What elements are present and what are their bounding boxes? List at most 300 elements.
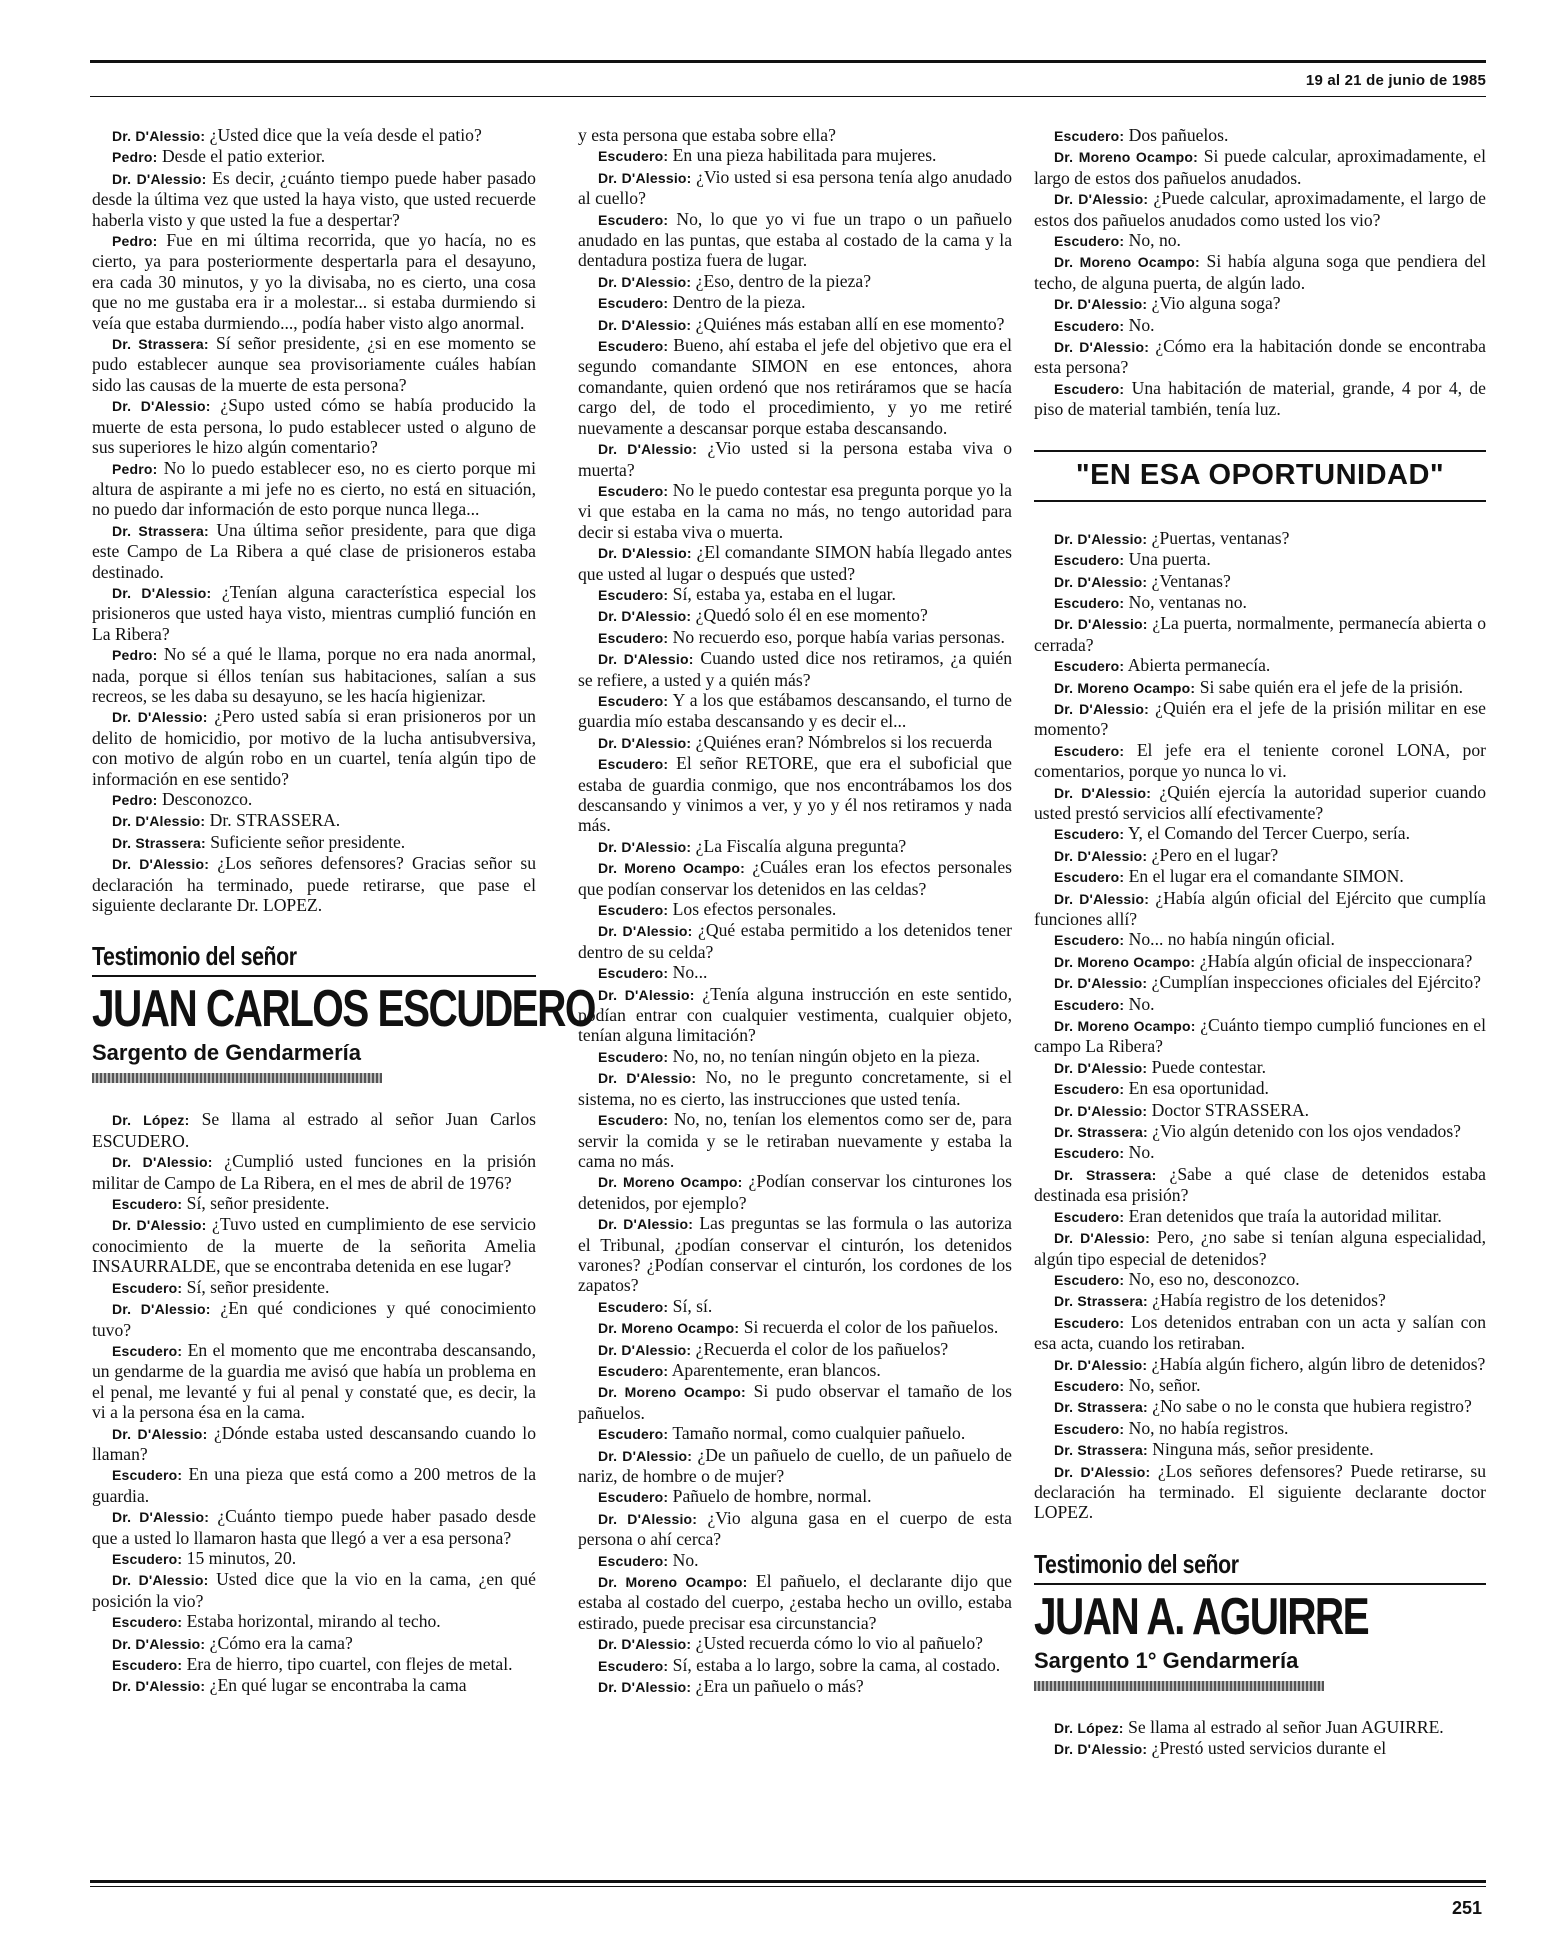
transcript-paragraph <box>1034 677 1486 698</box>
transcript-paragraph <box>578 753 1012 836</box>
transcript-paragraph <box>92 1109 536 1151</box>
speech-text: Los efectos personales. <box>668 899 837 920</box>
column-1 <box>92 125 595 1697</box>
speech-text: Doctor STRASSERA. <box>1147 1099 1310 1120</box>
speaker-label: Escudero: <box>598 629 669 646</box>
speech-text: ¿Pero usted sabía si eran prisioneros por un delito de homicidio, por motivo de la lucha antisubversiva, con motivo de algún robo en un cuartel, tenía algún tipo de información en ese sentido? <box>92 706 536 789</box>
transcript-paragraph <box>1034 1461 1486 1523</box>
speaker-label: Dr. Strassera: <box>1054 1124 1148 1141</box>
speaker-label: Dr. D'Alessio: <box>598 1510 698 1527</box>
transcript-paragraph <box>1034 866 1486 887</box>
transcript-paragraph <box>578 167 1012 209</box>
speech-text: ¿Quién ejercía la autoridad superior cuando usted prestó servicios allí efectivamente? <box>1034 781 1486 823</box>
speaker-label: Dr. D'Alessio: <box>1054 890 1150 907</box>
speaker-label: Escudero: <box>1054 128 1125 144</box>
speech-text: Dr. STRASSERA. <box>205 810 341 831</box>
transcript-paragraph <box>578 1317 1012 1338</box>
transcript-paragraph <box>92 168 536 230</box>
halftone-bar <box>92 1073 382 1083</box>
speech-text: Si puede calcular, aproximadamente, el largo de estos dos pañuelos anudados. <box>1034 146 1486 188</box>
transcript-paragraph <box>92 853 536 915</box>
speaker-label: Dr. Moreno Ocampo: <box>598 1384 746 1401</box>
transcript-paragraph <box>92 1277 536 1298</box>
speaker-label: Dr. D'Alessio: <box>112 709 208 726</box>
transcript-paragraph <box>1034 1142 1486 1163</box>
speech-text: ¿Cuáles eran los efectos personales que podían conservar los detenidos en las celdas? <box>578 857 1012 899</box>
speech-text: ¿Cómo era la cama? <box>205 1632 353 1653</box>
transcript-paragraph <box>578 1486 1012 1507</box>
speaker-label: Escudero: <box>1054 996 1125 1013</box>
speech-text: No. <box>1124 314 1155 335</box>
speech-text: ¿Quién era el jefe de la prisión militar en ese momento? <box>1034 697 1486 740</box>
speaker-label: Dr. D'Alessio: <box>1054 1741 1148 1758</box>
transcript-paragraph <box>1034 336 1486 378</box>
speech-text: ¿Eso, dentro de la pieza? <box>691 270 872 291</box>
transcript-paragraph <box>1034 613 1486 655</box>
speech-text: Ninguna más, señor presidente. <box>1147 1439 1374 1460</box>
speech-text: ¿Puertas, ventanas? <box>1147 527 1290 548</box>
speaker-label: Escudero: <box>598 482 669 499</box>
speech-text: ¿Cuánto tiempo puede haber pasado desde que a usted lo llamaron hasta que llegó a ver a esa persona? <box>92 1506 536 1548</box>
transcript-paragraph <box>92 1464 536 1506</box>
speech-text: No, ventanas no. <box>1124 591 1247 612</box>
transcript-paragraph <box>578 584 1012 605</box>
transcript-paragraph <box>92 1193 536 1214</box>
speaker-label: Dr. D'Alessio: <box>598 441 698 458</box>
witness-name: JUAN A. AGUIRRE <box>1034 1587 1369 1646</box>
speech-text: ¿Sabe a qué clase de detenidos estaba destinada esa prisión? <box>1034 1163 1486 1206</box>
speech-text: ¿Dónde estaba usted descansando cuando lo llaman? <box>92 1422 536 1464</box>
transcript-paragraph <box>578 1067 1012 1109</box>
speech-text: ¿Quedó solo él en ese momento? <box>691 605 928 626</box>
transcript-paragraph <box>578 1571 1012 1633</box>
transcript-paragraph <box>578 732 1012 753</box>
transcript-paragraph <box>92 706 536 789</box>
speech-text: No, eso no, desconozco. <box>1124 1268 1300 1289</box>
section-heading-text: "EN ESA OPORTUNIDAD" <box>1075 458 1445 491</box>
speaker-label: Dr. D'Alessio: <box>598 1341 692 1358</box>
speech-text: ¿Cumplían inspecciones oficiales del Ejército? <box>1147 972 1481 993</box>
transcript-paragraph <box>1034 655 1486 676</box>
transcript-paragraph <box>578 690 1012 732</box>
speech-text: ¿Vio alguna soga? <box>1147 293 1281 314</box>
speech-text: ¿Había algún fichero, algún libro de detenidos? <box>1147 1353 1486 1374</box>
transcript-paragraph <box>1034 994 1486 1015</box>
speaker-label: Pedro: <box>112 792 158 808</box>
speech-text: Era de hierro, tipo cuartel, con flejes de metal. <box>182 1654 513 1674</box>
transcript-paragraph <box>92 810 536 831</box>
speaker-label: Escudero: <box>1054 932 1125 949</box>
speaker-label: Escudero: <box>1054 1420 1125 1437</box>
speaker-label: Dr. Moreno Ocampo: <box>1054 149 1199 166</box>
transcript-paragraph <box>92 230 536 333</box>
transcript-paragraph <box>1034 528 1486 549</box>
speaker-label: Dr. D'Alessio: <box>1054 784 1152 801</box>
speaker-label: Dr. D'Alessio: <box>1054 1356 1148 1373</box>
speaker-label: Dr. D'Alessio: <box>1054 530 1148 547</box>
transcript-paragraph <box>578 984 1012 1046</box>
transcript-paragraph <box>1034 1312 1486 1354</box>
transcript-paragraph <box>1034 823 1486 844</box>
speaker-label: Escudero: <box>1054 1377 1125 1394</box>
speaker-label: Dr. D'Alessio: <box>1054 1463 1151 1480</box>
transcript-paragraph <box>578 962 1012 983</box>
transcript-paragraph <box>1034 592 1486 613</box>
footer-rule <box>90 1880 1486 1883</box>
speaker-label: Escudero: <box>1054 742 1125 759</box>
transcript-paragraph <box>578 1381 1012 1423</box>
speech-text: Eran detenidos que traía la autoridad militar. <box>1124 1205 1442 1226</box>
speech-text: Bueno, ahí estaba el jefe del objetivo que era el segundo comandante SIMON en ese entonces, ahora comandante, quien ordenó que nos retiráramos que se hacía cargo del, de todo el procedimiento, y yo me retiré nuevamente a descansar porque estaba descansando. <box>578 335 1012 438</box>
speaker-label: Dr. D'Alessio: <box>598 651 694 668</box>
speech-text: ¿Cumplió usted funciones en la prisión militar de Campo de La Ribera, en el mes de abril de 1976? <box>92 1151 536 1193</box>
footer-thin-rule <box>90 1886 1486 1887</box>
speaker-label: Dr. Moreno Ocampo: <box>1054 1018 1196 1035</box>
speech-text: Se llama al estrado al señor Juan Carlos ESCUDERO. <box>92 1109 536 1151</box>
transcript-paragraph <box>578 1655 1012 1676</box>
speaker-label: Escudero: <box>112 1196 183 1213</box>
speech-text: No, lo que yo vi fue un trapo o un pañuelo anudado en las puntas, que estaba al costado de la cama y la dentadura postiza fuera de lugar. <box>578 208 1012 271</box>
speaker-label: Dr. Moreno Ocampo: <box>1054 953 1196 970</box>
transcript-paragraph <box>1034 1100 1486 1121</box>
speaker-label: Escudero: <box>1054 1081 1125 1098</box>
speech-text: Sí, sí. <box>668 1295 713 1316</box>
transcript-paragraph <box>1034 1057 1486 1078</box>
speaker-label: Dr. D'Alessio: <box>1054 1059 1148 1076</box>
speech-text: ¿No sabe o no le consta que hubiera registro? <box>1147 1396 1472 1417</box>
speaker-label: Escudero: <box>598 295 669 312</box>
speech-text: ¿Ventanas? <box>1147 570 1231 591</box>
transcript-paragraph <box>578 1550 1012 1571</box>
speech-text: ¿El comandante SIMON había llegado antes que usted al lugar o después que usted? <box>578 542 1012 584</box>
speaker-label: Dr. Strassera: <box>1054 1442 1148 1459</box>
transcript-paragraph <box>92 582 536 644</box>
testimony-heading <box>92 941 595 1083</box>
speech-text: Sí señor presidente, ¿si en ese momento se pudo establecer aunque sea provisoriamente cuáles habían sido las causas de la muerte de esta persona? <box>92 333 536 395</box>
transcript-paragraph <box>1034 951 1486 972</box>
transcript-paragraph <box>578 1676 1012 1697</box>
speaker-label: Escudero: <box>112 1657 183 1673</box>
speaker-label: Dr. D'Alessio: <box>1054 847 1148 864</box>
transcript-paragraph <box>578 145 1012 166</box>
speech-text: ¿Tenían alguna característica especial los prisioneros que usted haya visto, mientras cumplió función en La Ribera? <box>92 581 536 644</box>
speech-text: No... no había ningún oficial. <box>1124 929 1335 950</box>
speech-text: El pañuelo, el declarante dijo que estaba al costado del cuerpo, ¿estaba hecho un ovillo, estaba estirado, puede precisar esa circunstancia? <box>578 1571 1012 1633</box>
transcript-paragraph <box>578 605 1012 626</box>
speech-text: En el momento que me encontraba descansando, un gendarme de la guardia me avisó que había un problema en el penal, me levanté y fui al penal y constaté que, es decir, la vi a la persona ésa en la cama. <box>92 1339 536 1423</box>
speaker-label: Escudero: <box>598 1426 669 1443</box>
transcript-paragraph <box>92 1151 536 1193</box>
speaker-label: Dr. D'Alessio: <box>598 923 693 940</box>
speaker-label: Dr. D'Alessio: <box>112 128 206 144</box>
transcript-paragraph <box>92 644 536 706</box>
speech-text: Desconozco. <box>157 789 253 809</box>
transcript-paragraph <box>1034 1206 1486 1227</box>
speech-text: Aparentemente, eran blancos. <box>668 1359 881 1380</box>
speaker-label: Escudero: <box>1054 1271 1125 1288</box>
column-3 <box>1034 125 1486 1760</box>
speaker-label: Dr. López: <box>112 1112 190 1129</box>
transcript-paragraph <box>1034 740 1486 782</box>
witness-rank: Sargento de Gendarmería <box>92 1040 361 1066</box>
speaker-label: Pedro: <box>112 647 158 664</box>
transcript-paragraph <box>578 1423 1012 1444</box>
speaker-label: Dr. D'Alessio: <box>1054 339 1150 356</box>
transcript-paragraph <box>578 480 1012 542</box>
speech-text: ¿Vio algún detenido con los ojos vendados? <box>1147 1121 1461 1142</box>
transcript-paragraph <box>578 125 1012 145</box>
speech-text: ¿En qué condiciones y qué conocimiento tuvo? <box>92 1298 536 1340</box>
speech-text: y esta persona que estaba sobre ella? <box>578 125 836 145</box>
speaker-label: Dr. D'Alessio: <box>1054 616 1148 633</box>
speaker-label: Escudero: <box>112 1342 183 1359</box>
transcript-paragraph <box>1034 972 1486 993</box>
testimony-heading <box>1034 1549 1486 1691</box>
speaker-label: Dr. Strassera: <box>112 834 206 851</box>
speech-text: Sí, estaba ya, estaba en el lugar. <box>668 583 896 604</box>
speech-text: ¿Había algún oficial de inspeccionara? <box>1195 950 1473 971</box>
transcript-paragraph <box>1034 1439 1486 1460</box>
transcript-paragraph <box>578 542 1012 584</box>
speech-text: Una última señor presidente, para que diga este Campo de La Ribera a qué clase de prisioneros estaba destinado. <box>92 519 536 582</box>
speaker-label: Dr. D'Alessio: <box>598 734 692 751</box>
speaker-label: Escudero: <box>598 1552 669 1569</box>
speaker-label: Escudero: <box>112 1279 183 1296</box>
transcript-paragraph <box>92 1611 536 1632</box>
speech-text: Las preguntas se las formula o las autoriza el Tribunal, ¿podían conservar el cinturón, los detenidos varones? ¿Podían conservar el cinturón, los cordones de los zapatos? <box>578 1213 1012 1296</box>
speech-text: Sí, señor presidente. <box>182 1276 330 1297</box>
speech-text: En una pieza habilitada para mujeres. <box>668 145 937 166</box>
transcript-paragraph <box>578 1508 1012 1550</box>
speaker-label: Dr. D'Alessio: <box>598 316 692 333</box>
speaker-label: Dr. D'Alessio: <box>112 1301 211 1318</box>
transcript-paragraph <box>578 857 1012 899</box>
speaker-label: Escudero: <box>1054 233 1125 250</box>
transcript-paragraph <box>1034 230 1486 251</box>
transcript-paragraph <box>92 1654 536 1675</box>
speech-text: No, no, tenían los elementos como ser de, para servir la comida y se le retiraban nuevamente y estaba la cama no más. <box>578 1109 1012 1171</box>
transcript-paragraph <box>1034 315 1486 336</box>
speech-text: ¿Usted dice que la veía desde el patio? <box>205 125 482 145</box>
speaker-label: Dr. D'Alessio: <box>112 1217 207 1234</box>
transcript-paragraph <box>92 1423 536 1465</box>
speech-text: No le puedo contestar esa pregunta porque yo la vi que estaba en la cama no más, no tengo autoridad para decir si estaba viva o muerta. <box>578 479 1012 542</box>
transcript-paragraph <box>578 1171 1012 1213</box>
speech-text: Usted dice que la vio en la cama, ¿en qué posición la vio? <box>92 1569 536 1611</box>
section-heading <box>1034 450 1486 502</box>
speech-text: Si recuerda el color de los pañuelos. <box>739 1317 999 1338</box>
speech-text: Y, el Comando del Tercer Cuerpo, sería. <box>1124 823 1410 844</box>
speaker-label: Dr. D'Alessio: <box>598 1070 697 1087</box>
transcript-paragraph <box>578 1445 1012 1487</box>
speaker-label: Dr. D'Alessio: <box>112 856 210 873</box>
speech-text: ¿Los señores defensores? Puede retirarse, su declaración ha terminado. El siguiente declarante doctor LOPEZ. <box>1034 1460 1486 1523</box>
kicker-underline <box>1034 1583 1486 1585</box>
speech-text: Una puerta. <box>1124 549 1211 570</box>
speech-text: ¿La puerta, normalmente, permanecía abierta o cerrada? <box>1034 613 1486 655</box>
speaker-label: Dr. López: <box>1054 1719 1124 1736</box>
speech-text: Y a los que estábamos descansando, el turno de guardia mío estaba descansando y es decir el... <box>578 689 1012 732</box>
speaker-label: Dr. Moreno Ocampo: <box>598 1174 743 1191</box>
transcript-paragraph <box>92 125 536 146</box>
speech-text: ¿Quiénes eran? Nómbrelos si los recuerda <box>691 731 993 752</box>
speech-text: Cuando usted dice nos retiramos, ¿a quién se refiere, a usted y a quién más? <box>578 648 1012 690</box>
speech-text: Puede contestar. <box>1147 1056 1267 1077</box>
transcript-paragraph <box>578 314 1012 335</box>
transcript-paragraph <box>1034 1078 1486 1099</box>
speech-text: Dos pañuelos. <box>1124 125 1229 145</box>
transcript-paragraph <box>1034 1015 1486 1057</box>
speech-text: Estaba horizontal, mirando al techo. <box>182 1611 441 1632</box>
transcript-paragraph <box>1034 698 1486 740</box>
testimony-kicker: Testimonio del señor <box>92 941 297 972</box>
speaker-label: Escudero: <box>1054 1208 1125 1225</box>
speaker-label: Escudero: <box>1054 869 1125 886</box>
speech-text: ¿Podían conservar los cinturones los detenidos, por ejemplo? <box>578 1171 1012 1213</box>
witness-name: JUAN CARLOS ESCUDERO <box>92 980 595 1039</box>
speaker-label: Escudero: <box>598 148 669 165</box>
speech-text: ¿Supo usted cómo se había producido la muerte de esta persona, lo pudo establecer usted o alguno de sus superiores le hizo algún comentario? <box>92 395 536 458</box>
transcript-paragraph <box>1034 1227 1486 1269</box>
speaker-label: Escudero: <box>112 1467 183 1484</box>
speech-text: Pero, ¿no sabe si tenían alguna especialidad, algún tipo especial de detenidos? <box>1034 1227 1486 1269</box>
transcript-paragraph <box>1034 1375 1486 1396</box>
transcript-paragraph <box>92 333 536 395</box>
transcript-paragraph <box>92 789 536 810</box>
transcript-paragraph <box>1034 571 1486 592</box>
transcript-paragraph <box>92 1214 536 1276</box>
speech-text: Tamaño normal, como cualquier pañuelo. <box>668 1423 966 1444</box>
transcript-paragraph <box>1034 1396 1486 1417</box>
speech-text: Se llama al estrado al señor Juan AGUIRRE. <box>1123 1716 1444 1737</box>
transcript-paragraph <box>92 1340 536 1423</box>
speaker-label: Dr. Strassera: <box>1054 1166 1157 1183</box>
speaker-label: Dr. Moreno Ocampo: <box>598 1320 740 1337</box>
speech-text: ¿Cómo era la habitación donde se encontraba esta persona? <box>1034 336 1486 378</box>
speaker-label: Dr. D'Alessio: <box>112 1425 208 1442</box>
speech-text: ¿Puede calcular, aproximadamente, el largo de estos dos pañuelos anudados como usted los vio? <box>1034 188 1486 230</box>
speaker-label: Dr. D'Alessio: <box>112 398 211 415</box>
speech-text: ¿Era un pañuelo o más? <box>691 1676 864 1697</box>
speaker-label: Escudero: <box>1054 380 1125 397</box>
speech-text: No. <box>668 1549 699 1570</box>
transcript-paragraph <box>578 292 1012 313</box>
speaker-label: Dr. Strassera: <box>112 522 209 539</box>
transcript-paragraph <box>1034 378 1486 420</box>
speech-text: ¿Vio usted si esa persona tenía algo anudado al cuello? <box>578 166 1012 209</box>
transcript-paragraph <box>578 920 1012 962</box>
speech-text: ¿Los señores defensores? Gracias señor su declaración ha terminado, puede retirarse, que pase el siguiente declarante Dr. LOPEZ. <box>92 853 536 916</box>
speaker-label: Pedro: <box>112 149 158 166</box>
transcript-paragraph <box>578 1109 1012 1171</box>
speech-text: Si sabe quién era el jefe de la prisión. <box>1195 676 1464 697</box>
speech-text: No sé a qué le llama, porque no era nada anormal, nada, porque si éllos tenían sus habitaciones, salían a sus recreos, se les daba su desayuno, se les hacía higienizar. <box>92 644 536 706</box>
transcript-paragraph <box>1034 888 1486 930</box>
speech-text: ¿Quiénes más estaban allí en ese momento? <box>691 313 1005 334</box>
speaker-label: Dr. D'Alessio: <box>112 170 207 187</box>
testimony-kicker: Testimonio del señor <box>1034 1548 1239 1579</box>
speech-text: El jefe era el teniente coronel LONA, por comentarios, porque yo nunca lo vi. <box>1034 739 1486 782</box>
transcript-paragraph <box>578 209 1012 271</box>
speaker-label: Dr. D'Alessio: <box>598 986 695 1003</box>
transcript-paragraph <box>578 1046 1012 1067</box>
speech-text: ¿Prestó usted servicios durante el <box>1147 1738 1387 1759</box>
speech-text: Los detenidos entraban con un acta y salían con esa acta, cuando los retiraban. <box>1034 1311 1486 1354</box>
speaker-label: Dr. D'Alessio: <box>1054 700 1150 717</box>
transcript-paragraph <box>1034 1354 1486 1375</box>
speaker-label: Escudero: <box>598 1362 669 1379</box>
speech-text: ¿Vio usted si la persona estaba viva o muerta? <box>578 438 1012 480</box>
speech-text: En esa oportunidad. <box>1124 1078 1269 1099</box>
speech-text: ¿Tenía alguna instrucción en este sentido, podían entrar con cualquier vestimenta, cualquier objeto, tenían alguna limitación? <box>578 983 1012 1046</box>
speech-text: Si pudo observar el tamaño de los pañuelos. <box>578 1381 1012 1423</box>
speaker-label: Dr. D'Alessio: <box>598 169 692 186</box>
speaker-label: Escudero: <box>1054 317 1125 334</box>
transcript-paragraph <box>1034 293 1486 314</box>
speech-text: Una habitación de material, grande, 4 por 4, de piso de material también, tenía luz. <box>1034 377 1486 420</box>
transcript-paragraph <box>92 1633 536 1654</box>
speaker-label: Dr. D'Alessio: <box>1054 1102 1148 1119</box>
transcript-paragraph <box>578 836 1012 857</box>
speaker-label: Escudero: <box>1054 552 1125 569</box>
header-thin-rule <box>90 96 1486 97</box>
speaker-label: Dr. D'Alessio: <box>598 545 692 562</box>
page-number: 251 <box>1451 1898 1482 1918</box>
transcript-paragraph <box>92 395 536 457</box>
speaker-label: Escudero: <box>598 1048 669 1065</box>
transcript-paragraph <box>1034 1269 1486 1290</box>
transcript-paragraph <box>1034 146 1486 188</box>
speaker-label: Pedro: <box>112 233 158 250</box>
speaker-label: Escudero: <box>598 211 669 228</box>
speaker-label: Dr. D'Alessio: <box>598 273 692 290</box>
speech-text: ¿La Fiscalía alguna pregunta? <box>691 835 907 856</box>
transcript-paragraph <box>92 1506 536 1548</box>
speaker-label: Escudero: <box>1054 826 1125 843</box>
speaker-label: Escudero: <box>112 1614 183 1631</box>
speech-text: No. <box>1124 1142 1155 1163</box>
speaker-label: Dr. Moreno Ocampo: <box>598 860 746 877</box>
transcript-paragraph <box>578 899 1012 920</box>
speech-text: Desde el patio exterior. <box>157 146 326 167</box>
speech-text: ¿En qué lugar se encontraba la cama <box>205 1675 467 1696</box>
transcript-paragraph <box>1034 929 1486 950</box>
transcript-paragraph <box>1034 1717 1486 1738</box>
speech-text: No, no le pregunto concretamente, si el sistema, no es cierto, las instrucciones que usted tenía. <box>578 1067 1012 1109</box>
kicker-underline <box>92 975 536 977</box>
transcript-paragraph <box>578 438 1012 480</box>
transcript-paragraph <box>578 648 1012 690</box>
speaker-label: Dr. D'Alessio: <box>1054 1230 1150 1247</box>
speech-text: Abierta permanecía. <box>1124 655 1271 676</box>
speaker-label: Dr. D'Alessio: <box>112 584 212 601</box>
transcript-paragraph <box>92 832 536 853</box>
speaker-label: Dr. D'Alessio: <box>1054 191 1149 208</box>
speaker-label: Escudero: <box>598 1489 669 1506</box>
speaker-label: Dr. D'Alessio: <box>1054 975 1148 992</box>
speaker-label: Dr. D'Alessio: <box>598 608 692 625</box>
transcript-paragraph <box>578 1633 1012 1654</box>
speech-text: Fue en mi última recorrida, que yo hacía, no es cierto, ya para posteriormente despertarla para el desayuno, era cada 30 minutos, y yo la divisaba, no es cierto, una cosa que no me gustaba era ir a molestar... si estaba durmiendo si veía que estaba durmiendo..., podía haber visto algo anormal. <box>92 230 536 333</box>
transcript-paragraph <box>578 1360 1012 1381</box>
transcript-paragraph <box>1034 1418 1486 1439</box>
transcript-paragraph <box>1034 1164 1486 1206</box>
transcript-paragraph <box>1034 1290 1486 1311</box>
transcript-paragraph <box>578 1296 1012 1317</box>
transcript-paragraph <box>1034 549 1486 570</box>
speaker-label: Escudero: <box>598 902 669 919</box>
transcript-paragraph <box>578 1339 1012 1360</box>
